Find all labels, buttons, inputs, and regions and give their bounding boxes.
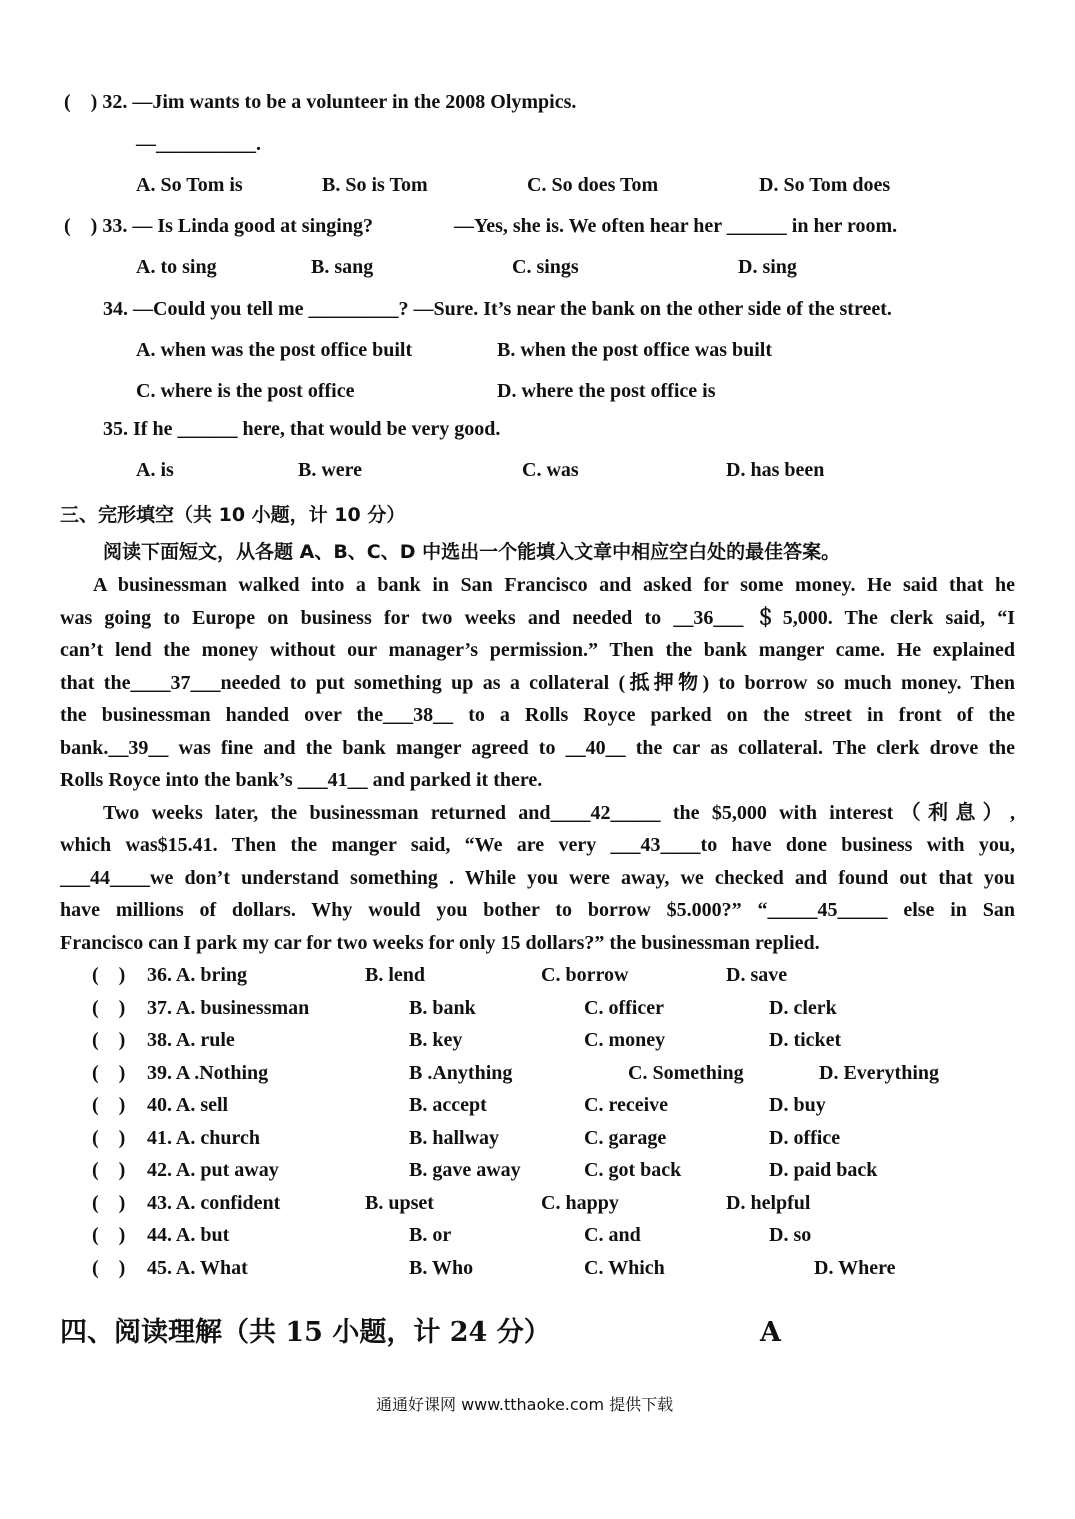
passage-line: which was$15.41. Then the manger said, “We are very ___43____to have done business with you, — [60, 834, 1015, 856]
option-d: D. save — [726, 964, 788, 986]
passage-line: bank.__39__ was fine and the bank manger agreed to __40__ the car as collateral. The clerk drove the — [60, 737, 1015, 759]
cloze-item-question: 39. A .Nothing — [147, 1062, 269, 1084]
answer-paren: ( ) — [92, 1192, 126, 1214]
option-b: B. upset — [365, 1192, 434, 1214]
option-d: D. has been — [726, 459, 825, 481]
cloze-item-question: 45. A. What — [147, 1257, 248, 1279]
option-c: C. was — [522, 459, 579, 481]
option-d: D. office — [769, 1127, 841, 1149]
option-d: D. Where — [814, 1257, 896, 1279]
section-heading: 三、完形填空（共 10 小题，计 10 分） — [60, 504, 406, 526]
option-c: C. got back — [584, 1159, 682, 1181]
option-b: B. lend — [365, 964, 426, 986]
option-d: D. paid back — [769, 1159, 878, 1181]
option-a: A. is — [136, 459, 174, 481]
option-c: C. officer — [584, 997, 664, 1019]
question-34: 34. —Could you tell me _________? —Sure. It’s near the bank on the other side of the street. — [103, 298, 892, 320]
option-c: C. Something — [628, 1062, 744, 1084]
passage-line: ___44____we don’t understand something . While you were away, we checked and found out that you — [60, 867, 1015, 889]
option-c: C. So does Tom — [527, 174, 659, 196]
cloze-item-question: 37. A. businessman — [147, 997, 310, 1019]
option-c: C. and — [584, 1224, 641, 1246]
cloze-item-question: 40. A. sell — [147, 1094, 229, 1116]
answer-paren: ( ) — [92, 997, 126, 1019]
passage-line: have millions of dollars. Why would you bother to borrow $5.000?” “_____45_____ else in San — [60, 899, 1015, 921]
cloze-item-question: 43. A. confident — [147, 1192, 281, 1214]
option-b: B .Anything — [409, 1062, 513, 1084]
answer-paren: ( ) — [92, 1127, 126, 1149]
passage-line: can’t lend the money without our manager’s permission.” Then the bank manger came. He explained — [60, 639, 1015, 661]
cloze-item-question: 38. A. rule — [147, 1029, 235, 1051]
passage-line: Francisco can I park my car for two weeks for only 15 dollars?” the businessman replied. — [60, 932, 820, 954]
question-32: ( ) 32. —Jim wants to be a volunteer in the 2008 Olympics. — [64, 91, 577, 113]
option-b: B. sang — [311, 256, 374, 278]
option-c: C. receive — [584, 1094, 669, 1116]
option-d: D. clerk — [769, 997, 837, 1019]
option-d: D. helpful — [726, 1192, 811, 1214]
option-d: D. buy — [769, 1094, 826, 1116]
option-a: A. when was the post office built — [136, 339, 413, 361]
cloze-item-question: 44. A. but — [147, 1224, 230, 1246]
option-b: B. key — [409, 1029, 463, 1051]
option-a: A. So Tom is — [136, 174, 243, 196]
answer-blank: —__________. — [136, 133, 261, 155]
option-b: B. gave away — [409, 1159, 521, 1181]
passage-line: was going to Europe on business for two weeks and needed to __36___ ＄5,000. The clerk said, “I — [60, 607, 1015, 629]
passage-line: A businessman walked into a bank in San Francisco and asked for some money. He said that he — [93, 574, 1015, 596]
passage-line: the businessman handed over the___38__ to a Rolls Royce parked on the street in front of the — [60, 704, 1015, 726]
option-d: D. So Tom does — [759, 174, 891, 196]
section-instruction: 阅读下面短文，从各题 A、B、C、D 中选出一个能填入文章中相应空白处的最佳答案。 — [103, 541, 841, 563]
option-a: A. to sing — [136, 256, 217, 278]
page-footer: 通通好课网 www.tthaoke.com 提供下载 — [376, 1395, 674, 1414]
option-c: C. sings — [512, 256, 579, 278]
option-d: D. where the post office is — [497, 380, 716, 402]
option-b: B. So is Tom — [322, 174, 428, 196]
passage-line: that the____37___needed to put something up as a collateral (抵押物) to borrow so much money. Then — [60, 672, 1015, 694]
option-b: B. were — [298, 459, 363, 481]
cloze-item-question: 36. A. bring — [147, 964, 248, 986]
option-c: C. borrow — [541, 964, 629, 986]
section-heading: 四、阅读理解（共 15 小题，计 24 分） — [60, 1317, 551, 1348]
question-35: 35. If he ______ here, that would be very good. — [103, 418, 501, 440]
question-33: ( ) 33. — Is Linda good at singing? — [64, 215, 373, 237]
option-d: D. sing — [738, 256, 797, 278]
cloze-item-question: 41. A. church — [147, 1127, 260, 1149]
answer-paren: ( ) — [92, 1062, 126, 1084]
answer-paren: ( ) — [92, 1257, 126, 1279]
option-b: B. accept — [409, 1094, 487, 1116]
passage-line: Two weeks later, the businessman returned and____42_____ the $5,000 with interest（利息）, — [103, 802, 1015, 824]
option-b: B. when the post office was built — [497, 339, 773, 361]
option-b: B. or — [409, 1224, 452, 1246]
option-b: B. bank — [409, 997, 476, 1019]
answer-paren: ( ) — [92, 1159, 126, 1181]
option-b: B. hallway — [409, 1127, 500, 1149]
answer-paren: ( ) — [92, 1029, 126, 1051]
option-c: C. garage — [584, 1127, 667, 1149]
option-d: D. ticket — [769, 1029, 842, 1051]
option-c: C. money — [584, 1029, 666, 1051]
passage-label: A — [760, 1317, 781, 1348]
answer-paren: ( ) — [92, 1094, 126, 1116]
option-b: B. Who — [409, 1257, 474, 1279]
answer-paren: ( ) — [92, 964, 126, 986]
cloze-item-question: 42. A. put away — [147, 1159, 279, 1181]
question-33-answer: —Yes, she is. We often hear her ______ in her room. — [454, 215, 898, 237]
option-c: C. where is the post office — [136, 380, 355, 402]
passage-line: Rolls Royce into the bank’s ___41__ and parked it there. — [60, 769, 543, 791]
option-d: D. so — [769, 1224, 812, 1246]
option-c: C. Which — [584, 1257, 665, 1279]
option-d: D. Everything — [819, 1062, 939, 1084]
option-c: C. happy — [541, 1192, 619, 1214]
answer-paren: ( ) — [92, 1224, 126, 1246]
